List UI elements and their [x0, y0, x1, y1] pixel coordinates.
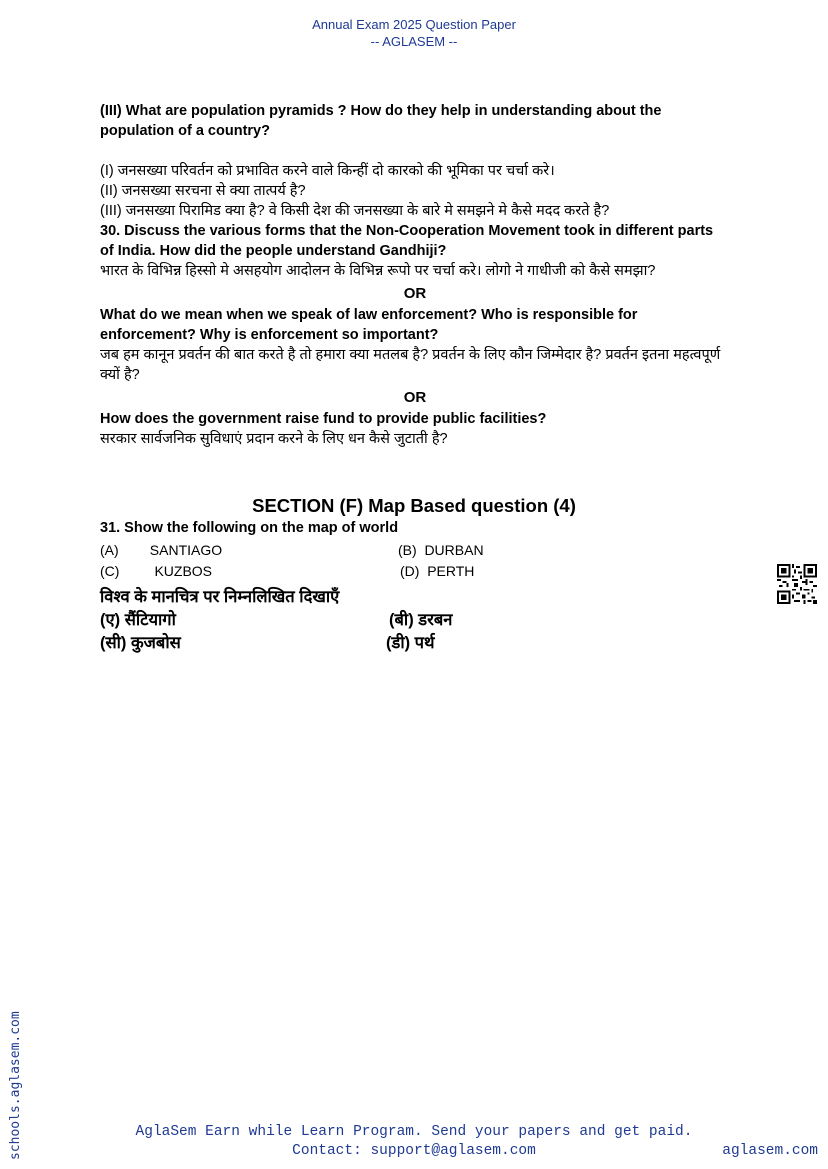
- q31-option-a-hindi: (ए) सैंटियागो: [100, 611, 176, 629]
- q29-iii-hindi: (III) जनसख्या पिरामिड क्या है? वे किसी देश की जनसख्या के बारे मे समझने मे कैसे मदद करते है?: [100, 203, 610, 219]
- q29-i-hindi: (I) जनसख्या परिवर्तन को प्रभावित करने वाले किन्हीं दो कारको की भूमिका पर चर्चा करे।: [100, 163, 555, 179]
- header-title: Annual Exam 2025 Question Paper: [312, 17, 516, 32]
- q31-option-d: (D) PERTH: [400, 563, 475, 579]
- footer-contact[interactable]: Contact: support@aglasem.com: [292, 1143, 536, 1159]
- or-divider-2: OR: [403, 389, 427, 406]
- section-f-title: SECTION (F) Map Based question (4): [252, 495, 576, 516]
- q31-hindi-title: विश्व के मानचित्र पर निम्नलिखित दिखाएँ: [100, 588, 340, 606]
- q30-alt1-english: What do we mean when we speak of law enforcement? Who is responsible for enforcement? Why is enforcement so important?: [100, 307, 638, 343]
- q30-english: 30. Discuss the various forms that the Non-Cooperation Movement took in different parts of India. How did the people understand Gandhiji?: [100, 223, 714, 259]
- q31-option-d-hindi: (डी) पर्थ: [386, 634, 435, 652]
- q29-iii-english: (III) What are population pyramids ? How do they help in understanding about the population of a country?: [100, 103, 662, 139]
- q31-option-b: (B) DURBAN: [398, 542, 484, 558]
- question-body: [100, 101, 730, 449]
- q31-option-c-hindi: (सी) कुजबोस: [100, 634, 181, 652]
- q31-option-a: (A) SANTIAGO: [100, 542, 223, 558]
- q31-option-b-hindi: (बी) डरबन: [389, 611, 453, 629]
- qr-code-icon[interactable]: [777, 564, 817, 604]
- q31-question: 31. Show the following on the map of world: [100, 520, 399, 536]
- sidebar-url[interactable]: schools.aglasem.com: [8, 1011, 23, 1160]
- footer-promo: AglaSem Earn while Learn Program. Send your papers and get paid.: [135, 1124, 693, 1140]
- footer-site-link[interactable]: aglasem.com: [722, 1143, 818, 1159]
- q30-alt2-english: How does the government raise fund to provide public facilities?: [100, 411, 547, 427]
- q30-alt1-hindi: जब हम कानून प्रवर्तन की बात करते है तो हमारा क्या मतलब है? प्रवर्तन के लिए कौन जिम्मेदार है? प्रवर्तन इतना महत्वपूर्ण क्यों है?: [100, 347, 721, 383]
- q31-option-c: (C) KUZBOS: [100, 563, 213, 579]
- or-divider-1: OR: [403, 285, 427, 302]
- q30-alt2-hindi: सरकार सार्वजनिक सुविधाएं प्रदान करने के लिए धन कैसे जुटाती है?: [100, 431, 448, 447]
- header-subtitle: -- AGLASEM --: [370, 34, 458, 49]
- q30-hindi: भारत के विभिन्न हिस्सो मे असहयोग आदोलन के विभिन्न रूपो पर चर्चा करे। लोगो ने गाधीजी को कैसे समझा?: [100, 263, 656, 279]
- q29-ii-hindi: (II) जनसख्या सरचना से क्या तात्पर्य है?: [100, 183, 306, 199]
